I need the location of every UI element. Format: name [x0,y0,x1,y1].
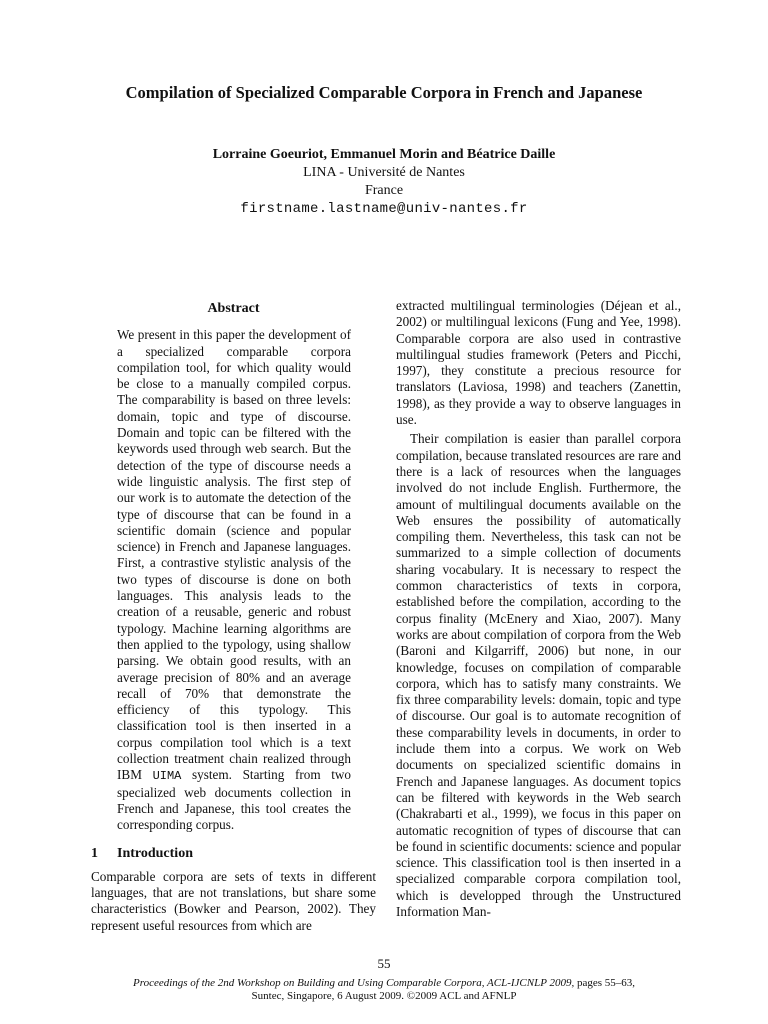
footer [0,977,768,1003]
intro-section-number: 1 [91,845,98,861]
intro-section-title: Introduction [117,845,193,861]
author-email: firstname.lastname@univ-nantes.fr [240,201,528,217]
right-paragraph-1: extracted multilingual terminologies (Déjean et al., 2002) or multilingual lexicons (Fung and Yee, 1998). Comparable corpora are also used in contrastive multilingual studies framework (Peters and Picchi, 1997), they constitute a precious resource for translators (Laviosa, 1998) and teachers (Zanettin, 1998), as they provide a way to observe languages in use. [396,298,681,428]
abstract-text [91,327,351,833]
abstract-text-part2: system. Starting from two specialized web documents collection in French and Japanese, this tool creates the corresponding corpus. [117,767,352,833]
intro-heading [91,846,376,862]
right-paragraph-2: Their compilation is easier than parallel corpora compilation, because translated resources are rare and there is a lack of resources when the languages involved do not include English. Furthermore, the amount of multilingual documents available on the Web ensures the possibility of automatically compiling them. Nevertheless, this task can not be summarized to a simple collection of documents sharing vocabulary. It is necessary to respect the common characteristics of texts in corpora, established before the compilation, according to the corpus finality (McEnery and Xiao, 2007). Many works are about compilation of corpora from the Web (Baroni and Kilgarriff, 2006) but none, in our knowledge, focuses on compilation of comparable corpora, which has to satisfy many constraints. We fix three comparability levels: domain, topic and type of discourse. Our goal is to automate recognition of these comparability levels in documents, in order to include them into a corpus. We work on Web documents on specialized scientific domains in French and Japanese languages. As document topics can be filtered with keywords in the Web search (Chakrabarti et al., 1999), we focus in this paper on automatic recognition of types of discourse that can be found in scientific documents: science and popular science. This classification tool is then inserted in a specialized comparable corpora compilation tool, which is developped through the Unstructured Information Man- [396,431,681,919]
footer-pages: pages 55–63, [576,977,636,989]
right-column [396,298,681,920]
paper-title: Compilation of Specialized Comparable Corpora in French and Japanese [125,83,643,102]
country: France [364,183,404,198]
left-column [91,298,376,934]
abstract-heading: Abstract [207,301,260,316]
uima-term: UIMA [152,769,182,784]
author-block [0,146,768,218]
affiliation: LINA - Université de Nantes [303,165,465,180]
footer-venue: Proceedings of the 2nd Workshop on Building and Using Comparable Corpora, ACL-IJCNLP 2009, [132,977,575,989]
intro-paragraph: Comparable corpora are sets of texts in different languages, that are not translations, but share some characteristics (Bowker and Pearson, 2002). They represent useful resources from which are [91,868,376,933]
abstract-text-part1: We present in this paper the development of a specialized comparable corpora compilation tool, for which quality would be close to a manually compiled corpus. The comparability is based on three levels: domain, topic and type of discourse. Domain and topic can be filtered with the keywords used through web search. But the detection of the type of discourse needs a wide linguistic analysis. The first step of our work is to automate the detection of the type of discourse that can be found in a scientific domain (science and popular science) in French and Japanese languages. First, a contrastive stylistic analysis of the two types of discourse is done on both languages. This analysis leads to the creation of a reusable, generic and robust typology. Machine learning algorithms are then applied to the typology, using shallow parsing. We obtain good results, with an average precision of 80% and an average recall of 70% that demonstrate the efficiency of this typology. This classification tool is then inserted in a corpus compilation tool which is a text collection treatment chain realized through IBM [117,327,351,783]
footer-location: Suntec, Singapore, 6 August 2009. ©2009 ACL and AFNLP [251,990,517,1002]
author-names: Lorraine Goeuriot, Emmanuel Morin and Béatrice Daille [212,147,556,162]
page-number: 55 [377,956,391,971]
